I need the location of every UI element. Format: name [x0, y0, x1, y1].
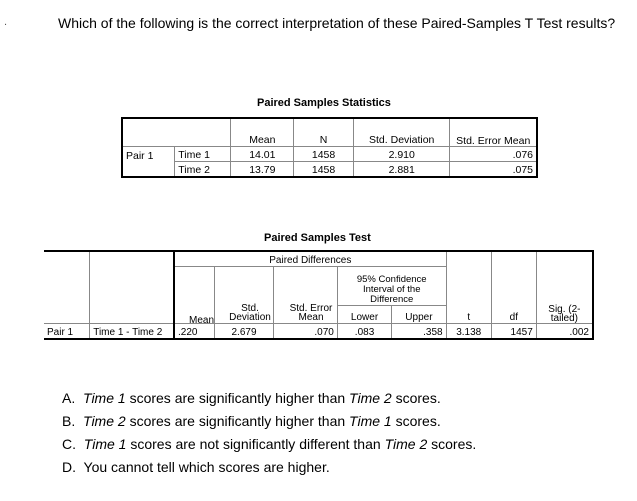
cell-mean: 14.01 [231, 147, 294, 162]
test-header-std-deviation: Std. Deviation [229, 303, 271, 323]
option-c[interactable] [62, 433, 476, 456]
test-header-std-error-mean: Std. Error Mean [289, 303, 333, 323]
row-label: Time 1 [175, 147, 231, 162]
cell-mean: 13.79 [231, 162, 294, 178]
test-table-title: Paired Samples Test [264, 232, 371, 244]
cell-std-error: .076 [450, 147, 537, 162]
blank-cell [491, 251, 536, 305]
option-letter: D. [62, 459, 76, 475]
blank-cell [44, 305, 90, 324]
blank-cell [90, 305, 174, 324]
answer-options [62, 387, 476, 479]
paired-samples-statistics-table [121, 117, 538, 178]
option-em: Time 1 [349, 413, 392, 429]
row-label: Time 1 - Time 2 [90, 324, 174, 340]
option-b[interactable] [62, 410, 476, 433]
header-sig: Sig. (2-tailed) [536, 305, 593, 324]
blank-cell [446, 251, 491, 305]
option-em: Time 2 [349, 390, 392, 406]
blank-cell [90, 251, 174, 266]
question-number-marker: . [4, 16, 8, 28]
pair-label-blank [122, 162, 175, 178]
cell-std-error: .070 [273, 324, 337, 340]
option-text: scores are significantly higher than [125, 413, 350, 429]
cell-t: 3.138 [446, 324, 491, 340]
stats-table-title: Paired Samples Statistics [257, 97, 391, 109]
header-lower: Lower [337, 305, 391, 324]
test-header-mean: Mean [189, 315, 215, 326]
ci-header: 95% Confidence Interval of the Difference [337, 266, 446, 305]
header-std-deviation: Std. Deviation [353, 118, 450, 147]
option-em: Time 2 [83, 413, 126, 429]
cell-std-deviation: 2.881 [353, 162, 450, 178]
pair-label: Pair 1 [122, 147, 175, 162]
option-em: Time 2 [384, 436, 428, 452]
header-mean: Mean [231, 118, 294, 147]
option-a[interactable] [62, 387, 476, 410]
cell-lower: .083 [337, 324, 391, 340]
option-letter: B. [62, 413, 76, 429]
cell-n: 1458 [294, 162, 354, 178]
pair-label: Pair 1 [44, 324, 90, 340]
header-blank [175, 118, 231, 147]
option-text: You cannot tell which scores are higher. [83, 459, 330, 475]
option-em: Time 1 [83, 390, 126, 406]
header-upper: Upper [392, 305, 446, 324]
header-df: df [491, 305, 536, 324]
option-letter: A. [62, 390, 76, 406]
cell-upper: .358 [392, 324, 446, 340]
blank-cell [536, 251, 593, 305]
cell-mean: .220 [174, 324, 215, 340]
header-t: t [446, 305, 491, 324]
header-n: N [294, 118, 354, 147]
row-label: Time 2 [175, 162, 231, 178]
blank-cell [90, 266, 174, 305]
header-blank [122, 118, 175, 147]
paired-differences-header: Paired Differences [174, 251, 446, 266]
paired-samples-test-table [44, 250, 594, 340]
option-text: scores are not significantly different than [126, 436, 385, 452]
cell-n: 1458 [294, 147, 354, 162]
option-d[interactable] [62, 456, 476, 479]
option-text: scores. [391, 390, 441, 406]
option-text: scores are significantly higher than [125, 390, 350, 406]
option-letter: C. [62, 436, 76, 452]
cell-std-deviation: 2.910 [353, 147, 450, 162]
cell-std-error: .075 [450, 162, 537, 178]
cell-sig: .002 [536, 324, 593, 340]
cell-std-deviation: 2.679 [215, 324, 274, 340]
blank-cell [44, 251, 90, 266]
blank-cell [44, 266, 90, 305]
header-std-error-mean: Std. Error Mean [450, 118, 537, 147]
option-text: scores. [391, 413, 441, 429]
question-text: Which of the following is the correct interpretation of these Paired-Samples T Test results? [58, 15, 616, 31]
option-em: Time 1 [83, 436, 127, 452]
cell-df: 1457 [491, 324, 536, 340]
option-text: scores. [427, 436, 477, 452]
